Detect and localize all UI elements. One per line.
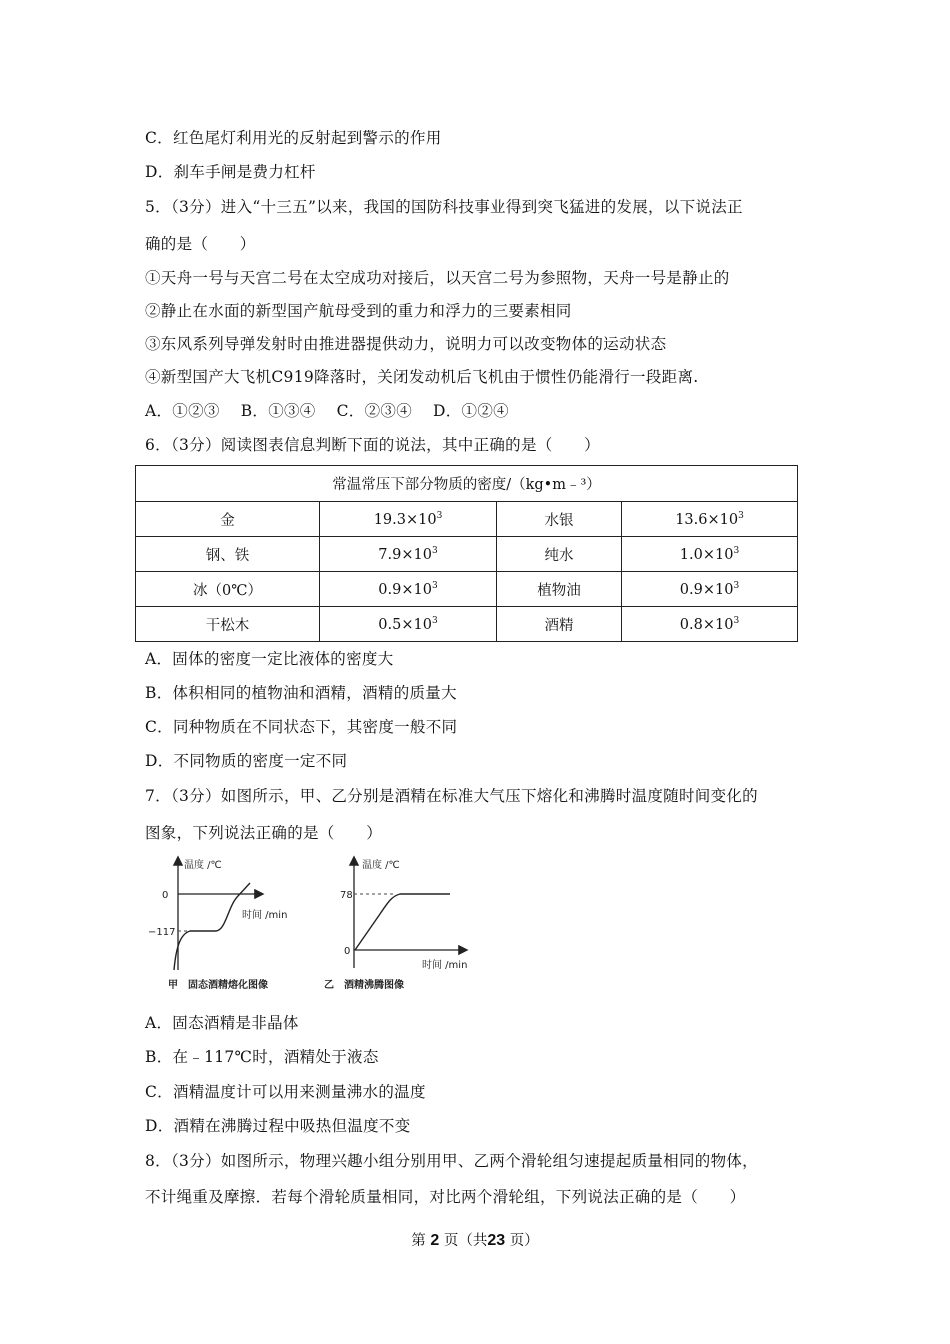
boiling-curve bbox=[355, 894, 450, 950]
tick-zero: 0 bbox=[162, 890, 169, 901]
substance-name: 水银 bbox=[497, 502, 622, 537]
q6-option-a: A．固体的密度一定比液体的密度大 bbox=[145, 650, 394, 668]
q5-statement-4: ④新型国产大飞机C919降落时，关闭发动机后飞机由于惯性仍能滑行一段距离. bbox=[145, 368, 699, 386]
q7-option-a: A．固态酒精是非晶体 bbox=[145, 1014, 299, 1032]
y-axis-label: 温度 /℃ bbox=[184, 860, 222, 871]
q5-options: A．①②③ B．①③④ C．②③④ D．①②④ bbox=[145, 402, 509, 420]
q7-stem-line2: 图象，下列说法正确的是（ ） bbox=[145, 824, 383, 842]
q7-option-b: B．在﹣117℃时，酒精处于液态 bbox=[145, 1048, 379, 1066]
figure-caption: 甲 固态酒精熔化图像 bbox=[168, 980, 268, 991]
melting-graph bbox=[140, 850, 320, 998]
density-value: $0.9\times 10^3$ bbox=[320, 572, 497, 607]
boiling-graph bbox=[318, 850, 488, 998]
density-value: $0.9\times 10^3$ bbox=[622, 572, 798, 607]
page-total: 23 bbox=[487, 1232, 506, 1249]
q5-stem-line2: 确的是（ ） bbox=[145, 235, 256, 253]
q7-option-d: D．酒精在沸腾过程中吸热但温度不变 bbox=[145, 1117, 411, 1135]
figure-caption: 乙 酒精沸腾图像 bbox=[324, 980, 404, 991]
density-value: $0.5\times 10^3$ bbox=[320, 607, 497, 642]
table-row bbox=[136, 537, 798, 572]
table-row bbox=[136, 572, 798, 607]
density-value: $7.9\times 10^3$ bbox=[320, 537, 497, 572]
density-value: $0.8\times 10^3$ bbox=[622, 607, 798, 642]
substance-name: 冰（0℃） bbox=[136, 572, 320, 607]
density-value: $13.6\times 10^3$ bbox=[622, 502, 798, 537]
density-table bbox=[135, 465, 798, 642]
substance-name: 植物油 bbox=[497, 572, 622, 607]
q6-option-c: C．同种物质在不同状态下，其密度一般不同 bbox=[145, 718, 458, 736]
page-footer: 第 2 页（共23 页） bbox=[411, 1232, 539, 1249]
tick-minus-117: −117 bbox=[148, 927, 176, 938]
density-value: $1.0\times 10^3$ bbox=[622, 537, 798, 572]
x-axis-label: 时间 /min bbox=[422, 960, 468, 971]
y-axis-label: 温度 /℃ bbox=[362, 860, 400, 871]
x-axis-label: 时间 /min bbox=[242, 910, 288, 921]
table-row bbox=[136, 607, 798, 642]
tick-78: 78 bbox=[340, 890, 353, 901]
page-number: 2 bbox=[430, 1232, 440, 1249]
q4-option-d: D．刹车手闸是费力杠杆 bbox=[145, 163, 316, 181]
tick-zero: 0 bbox=[344, 946, 351, 957]
q8-stem-line2: 不计绳重及摩擦．若每个滑轮质量相同，对比两个滑轮组，下列说法正确的是（ ） bbox=[145, 1188, 746, 1206]
q6-option-b: B．体积相同的植物油和酒精，酒精的质量大 bbox=[145, 684, 457, 702]
substance-name: 酒精 bbox=[497, 607, 622, 642]
substance-name: 纯水 bbox=[497, 537, 622, 572]
q8-stem-line1: 8．（3分）如图所示，物理兴趣小组分别用甲、乙两个滑轮组匀速提起质量相同的物体， bbox=[145, 1152, 758, 1170]
table-caption: 常温常压下部分物质的密度/（kg•m﹣³） bbox=[136, 466, 798, 502]
q5-stem-line1: 5．（3分）进入“十三五”以来，我国的国防科技事业得到突飞猛进的发展，以下说法正 bbox=[145, 198, 743, 216]
q6-stem: 6．（3分）阅读图表信息判断下面的说法，其中正确的是（ ） bbox=[145, 436, 600, 454]
q5-statement-3: ③东风系列导弹发射时由推进器提供动力，说明力可以改变物体的运动状态 bbox=[145, 335, 667, 353]
melting-curve bbox=[174, 883, 250, 970]
substance-name: 钢、铁 bbox=[136, 537, 320, 572]
density-value: $19.3\times 10^3$ bbox=[320, 502, 497, 537]
table-row bbox=[136, 502, 798, 537]
q5-statement-2: ②静止在水面的新型国产航母受到的重力和浮力的三要素相同 bbox=[145, 302, 572, 320]
q5-statement-1: ①天舟一号与天宫二号在太空成功对接后，以天宫二号为参照物，天舟一号是静止的 bbox=[145, 269, 730, 287]
q6-option-d: D．不同物质的密度一定不同 bbox=[145, 752, 348, 770]
q7-option-c: C．酒精温度计可以用来测量沸水的温度 bbox=[145, 1083, 426, 1101]
substance-name: 干松木 bbox=[136, 607, 320, 642]
q4-option-c: C．红色尾灯利用光的反射起到警示的作用 bbox=[145, 129, 442, 147]
q7-stem-line1: 7．（3分）如图所示，甲、乙分别是酒精在标准大气压下熔化和沸腾时温度随时间变化的 bbox=[145, 787, 758, 805]
substance-name: 金 bbox=[136, 502, 320, 537]
